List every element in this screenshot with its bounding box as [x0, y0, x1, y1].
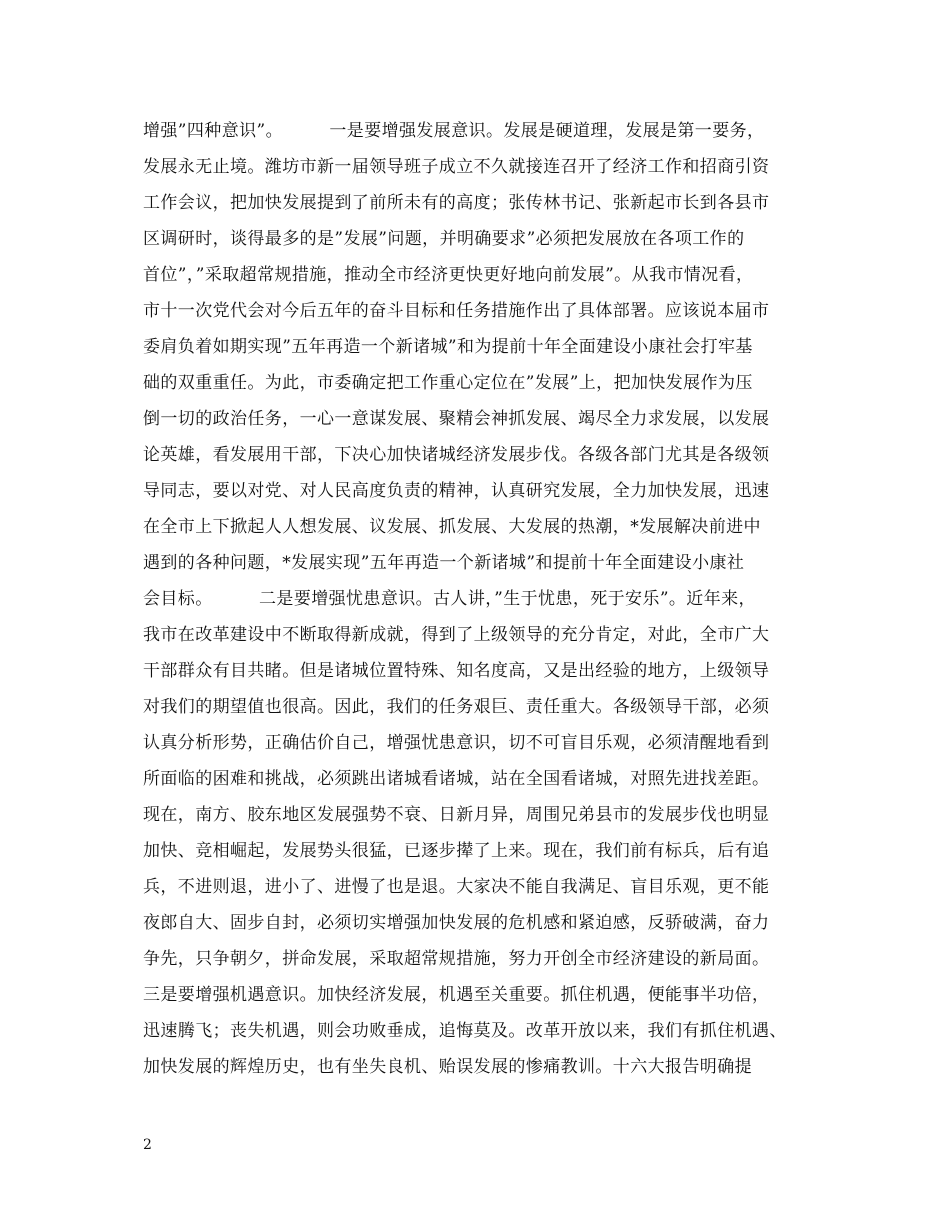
text-line: 导同志，要以对党、对人民高度负责的精神，认真研究发展，全力加快发展，迅速 — [143, 481, 770, 501]
text-line: 遇到的各种问题，*发展实现”五年再造一个新诸城”和提前十年全面建设小康社 — [143, 553, 745, 573]
text-line: 对我们的期望值也很高。因此，我们的任务艰巨、责任重大。各级领导干部，必须 — [143, 697, 770, 717]
text-line: 所面临的困难和挑战，必须跳出诸城看诸城，站在全国看诸城，对照先进找差距。 — [143, 769, 770, 789]
text-line: 首位”，”采取超常规措施，推动全市经济更快更好地向前发展”。从我市情况看， — [143, 265, 754, 285]
text-line: 发展永无止境。潍坊市新一届领导班子成立不久就接连召开了经济工作和招商引资 — [143, 157, 770, 177]
text-line: 加快、竞相崛起，发展势头很猛，已逐步撵了上来。现在，我们前有标兵，后有追 — [143, 841, 770, 861]
text-line: 兵，不进则退，进小了、进慢了也是退。大家决不能自我满足、盲目乐观，更不能 — [143, 877, 770, 897]
text-line: 委肩负着如期实现”五年再造一个新诸城”和为提前十年全面建设小康社会打牢基 — [143, 337, 753, 357]
text-line: 干部群众有目共睹。但是诸城位置特殊、知名度高，又是出经验的地方，上级领导 — [143, 661, 770, 681]
text-line: 我市在改革建设中不断取得新成就，得到了上级领导的充分肯定，对此，全市广大 — [143, 625, 770, 645]
text-line: 论英雄，看发展用干部，下决心加快诸城经济发展步伐。各级各部门尤其是各级领 — [143, 445, 770, 465]
text-line: 夜郎自大、固步自封，必须切实增强加快发展的危机感和紧迫感，反骄破满，奋力 — [143, 913, 770, 933]
text-line: 争先，只争朝夕，拼命发展，采取超常规措施，努力开创全市经济建设的新局面。 — [143, 949, 770, 969]
text-line: 增强”四种意识”。 一是要增强发展意识。发展是硬道理，发展是第一要务， — [143, 121, 765, 141]
text-line: 三是要增强机遇意识。加快经济发展，机遇至关重要。抓住机遇，便能事半功倍， — [143, 985, 770, 1005]
text-line: 现在，南方、胶东地区发展强势不衰、日新月异，周围兄弟县市的发展步伐也明显 — [143, 805, 770, 825]
text-line: 在全市上下掀起人人想发展、议发展、抓发展、大发展的热潮，*发展解决前进中 — [143, 517, 761, 537]
text-line: 倒一切的政治任务，一心一意谋发展、聚精会神抓发展、竭尽全力求发展，以发展 — [143, 409, 770, 429]
body-text — [143, 113, 833, 1085]
text-line: 区调研时，谈得最多的是”发展”问题，并明确要求”必须把发展放在各项工作的 — [143, 229, 745, 249]
text-line: 会目标。 二是要增强忧患意识。古人讲，”生于忧患，死于安乐”。近年来， — [143, 589, 756, 609]
text-line: 迅速腾飞；丧失机遇，则会功败垂成，追悔莫及。改革开放以来，我们有抓住机遇、 — [143, 1021, 787, 1041]
page-number: 2 — [143, 1137, 152, 1153]
text-line: 市十一次党代会对今后五年的奋斗目标和任务措施作出了具体部署。应该说本届市 — [143, 301, 770, 321]
text-line: 工作会议，把加快发展提到了前所未有的高度；张传林书记、张新起市长到各县市 — [143, 193, 770, 213]
text-line: 认真分析形势，正确估价自己，增强忧患意识，切不可盲目乐观，必须清醒地看到 — [143, 733, 770, 753]
text-line: 础的双重重任。为此，市委确定把工作重心定位在”发展”上，把加快发展作为压 — [143, 373, 753, 393]
text-line: 加快发展的辉煌历史，也有坐失良机、贻误发展的惨痛教训。十六大报告明确提 — [143, 1057, 752, 1077]
